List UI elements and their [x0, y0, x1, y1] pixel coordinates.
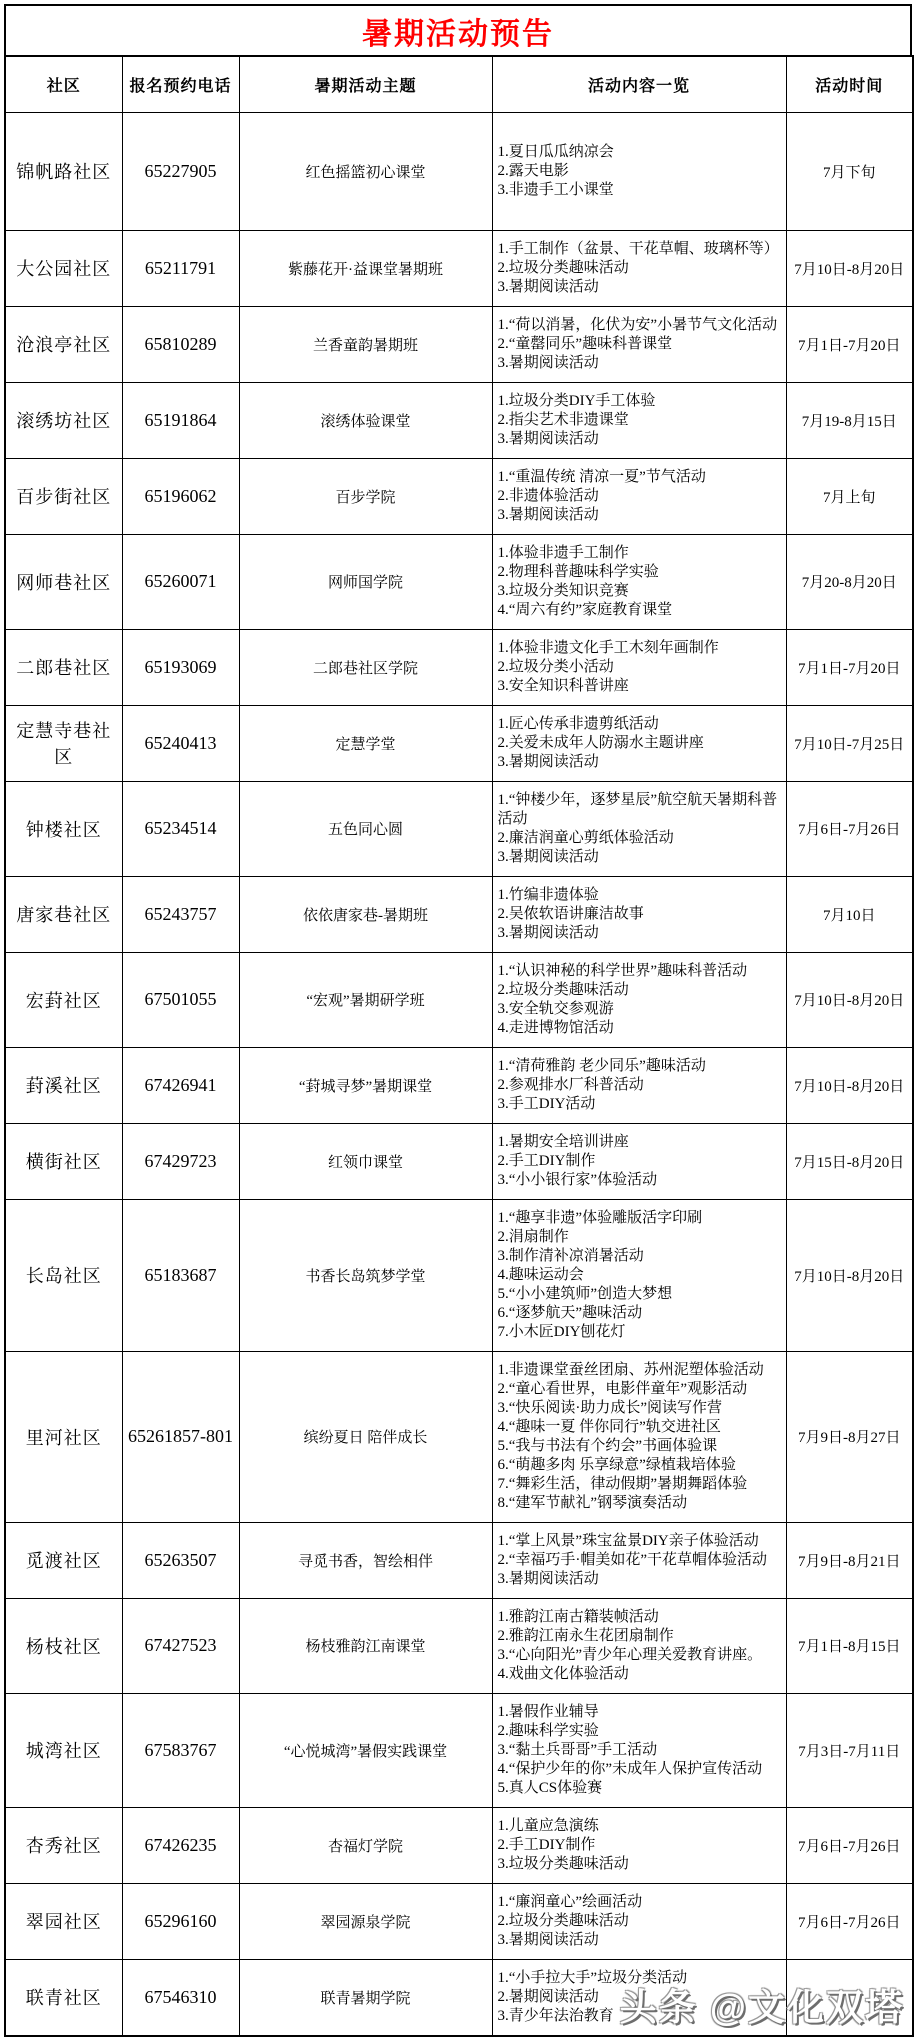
activity-content-list	[492, 1959, 786, 2036]
activity-theme: 定慧学堂	[239, 705, 492, 781]
activity-content-list	[492, 1807, 786, 1883]
activity-item: 2.垃圾分类趣味活动	[497, 259, 629, 276]
activity-theme: 寻觅书香，智绘相伴	[239, 1522, 492, 1598]
community-name: 觅渡社区	[5, 1522, 122, 1598]
registration-phone: 65193069	[122, 629, 239, 705]
community-name: 定慧寺巷社区	[5, 705, 122, 781]
activity-item: 3.垃圾分类趣味活动	[497, 1855, 629, 1872]
activity-theme: 网师国学院	[239, 534, 492, 629]
activity-theme: 红领巾课堂	[239, 1123, 492, 1199]
registration-phone: 65243757	[122, 876, 239, 952]
activity-item: 2.露天电影	[497, 162, 569, 179]
activity-item: 4.“保护少年的你”未成年人保护宣传活动	[497, 1760, 763, 1777]
activity-item: 3.暑期阅读活动	[497, 1570, 599, 1587]
activity-item: 1.“重温传统 清凉一夏”节气活动	[497, 468, 706, 485]
table-row	[5, 112, 913, 230]
activity-item: 1.“掌上风景”珠宝盆景DIY亲子体验活动	[497, 1532, 759, 1549]
table-row	[5, 382, 913, 458]
activity-item: 2.廉洁润童心剪纸体验活动	[497, 829, 674, 846]
activity-time: 7月10日-7月25日	[786, 705, 913, 781]
header-theme: 暑期活动主题	[239, 56, 492, 112]
activity-item: 1.雅韵江南古籍装帧活动	[497, 1608, 659, 1625]
activity-item: 3.“心向阳光”青少年心理关爱教育讲座。	[497, 1646, 763, 1663]
header-community: 社区	[5, 56, 122, 112]
community-name: 联青社区	[5, 1959, 122, 2036]
activity-time: 7月15日-8月20日	[786, 1123, 913, 1199]
activity-theme: 兰香童韵暑期班	[239, 306, 492, 382]
activity-time: 7月下旬	[786, 112, 913, 230]
activity-content-list	[492, 1123, 786, 1199]
activity-content-list	[492, 1351, 786, 1522]
activity-item: 2.涓扇制作	[497, 1228, 569, 1245]
activity-item: 2.吴侬软语讲廉洁故事	[497, 905, 644, 922]
activity-item: 1.“钟楼少年，逐梦星辰”航空航天暑期科普活动	[497, 791, 778, 827]
table-row	[5, 1693, 913, 1807]
registration-phone: 65234514	[122, 781, 239, 876]
activity-time: 7月9日-8月21日	[786, 1522, 913, 1598]
activity-table	[4, 55, 914, 2037]
activity-theme: 百步学院	[239, 458, 492, 534]
activity-item: 3.垃圾分类知识竞赛	[497, 582, 629, 599]
community-name: 百步街社区	[5, 458, 122, 534]
activity-item: 1.非遗课堂蚕丝团扇、苏州泥塑体验活动	[497, 1361, 764, 1378]
table-row	[5, 534, 913, 629]
activity-time: 7月9日-8月27日	[786, 1351, 913, 1522]
activity-item: 2.垃圾分类趣味活动	[497, 981, 629, 998]
activity-item: 7.“舞彩生活，律动假期”暑期舞蹈体验	[497, 1475, 748, 1492]
community-name: 唐家巷社区	[5, 876, 122, 952]
table-row	[5, 1807, 913, 1883]
community-name: 长岛社区	[5, 1199, 122, 1351]
activity-item: 1.“认识神秘的科学世界”趣味科普活动	[497, 962, 748, 979]
activity-item: 2.垃圾分类小活动	[497, 658, 614, 675]
community-name: 网师巷社区	[5, 534, 122, 629]
activity-item: 1.“清荷雅韵 老少同乐”趣味活动	[497, 1057, 706, 1074]
activity-content-list	[492, 781, 786, 876]
activity-item: 6.“逐梦航天”趣味活动	[497, 1304, 643, 1321]
activity-item: 1.“趣享非遗”体验雕版活字印刷	[497, 1209, 703, 1226]
community-name: 城湾社区	[5, 1693, 122, 1807]
activity-item: 3.暑期阅读活动	[497, 924, 599, 941]
activity-time: 7月10日-8月20日	[786, 230, 913, 306]
toutiao-watermark: 头条 @文化双塔	[619, 1986, 904, 2028]
activity-item: 1.体验非遗手工制作	[497, 544, 629, 561]
activity-item: 4.戏曲文化体验活动	[497, 1665, 629, 1682]
table-row	[5, 1047, 913, 1123]
activity-item: 2.物理科普趣味科学实验	[497, 563, 659, 580]
activity-item: 2.“童罄同乐”趣味科普课堂	[497, 335, 673, 352]
table-row	[5, 306, 913, 382]
activity-item: 1.儿童应急演练	[497, 1817, 599, 1834]
registration-phone: 65261857-801	[122, 1351, 239, 1522]
activity-item: 4.“趣味一夏 伴你同行”轨交进社区	[497, 1418, 721, 1435]
registration-phone: 65263507	[122, 1522, 239, 1598]
table-row	[5, 458, 913, 534]
community-name: 二郎巷社区	[5, 629, 122, 705]
table-row	[5, 1598, 913, 1693]
table-row	[5, 1522, 913, 1598]
activity-content-list	[492, 1199, 786, 1351]
header-content: 活动内容一览	[492, 56, 786, 112]
activity-time: 7月10日-8月20日	[786, 1047, 913, 1123]
activity-item: 2.暑期阅读活动	[497, 1988, 599, 2005]
activity-content-list	[492, 458, 786, 534]
activity-item: 4.走进博物馆活动	[497, 1019, 614, 1036]
table-row	[5, 1883, 913, 1959]
activity-time: 7月6日-7月26日	[786, 781, 913, 876]
registration-phone: 67426235	[122, 1807, 239, 1883]
activity-content-list	[492, 382, 786, 458]
activity-time: 7月1日-7月20日	[786, 306, 913, 382]
activity-time: 7月6日-7月26日	[786, 1883, 913, 1959]
activity-item: 5.“我与书法有个约会”书画体验课	[497, 1437, 718, 1454]
community-name: 沧浪亭社区	[5, 306, 122, 382]
table-row	[5, 1199, 913, 1351]
community-name: 锦帆路社区	[5, 112, 122, 230]
activity-content-list	[492, 1883, 786, 1959]
activity-time: 7月10日-8月20日	[786, 1199, 913, 1351]
activity-theme: 依依唐家巷-暑期班	[239, 876, 492, 952]
activity-time: 7月3日-7月11日	[786, 1693, 913, 1807]
activity-time: 7月1日-8月15日	[786, 1598, 913, 1693]
header-phone: 报名预约电话	[122, 56, 239, 112]
registration-phone: 67427523	[122, 1598, 239, 1693]
activity-theme: 联青暑期学院	[239, 1959, 492, 2036]
activity-item: 8.“建军节献礼”钢琴演奏活动	[497, 1494, 688, 1511]
activity-content-list	[492, 1047, 786, 1123]
activity-theme: “心悦城湾”暑假实践课堂	[239, 1693, 492, 1807]
registration-phone: 65211791	[122, 230, 239, 306]
activity-theme: 杨枝雅韵江南课堂	[239, 1598, 492, 1693]
community-name: 钟楼社区	[5, 781, 122, 876]
community-name: 大公园社区	[5, 230, 122, 306]
header-time: 活动时间	[786, 56, 913, 112]
activity-item: 6.“萌趣多肉 乐享绿意”绿植栽培体验	[497, 1456, 736, 1473]
table-row	[5, 1959, 913, 2036]
activity-item: 1.夏日瓜瓜纳凉会	[497, 143, 614, 160]
activity-theme: 书香长岛筑梦学堂	[239, 1199, 492, 1351]
activity-theme: 翠园源泉学院	[239, 1883, 492, 1959]
table-row	[5, 629, 913, 705]
community-name: 杨枝社区	[5, 1598, 122, 1693]
community-name: 杏秀社区	[5, 1807, 122, 1883]
registration-phone: 67429723	[122, 1123, 239, 1199]
activity-theme: “葑城寻梦”暑期课堂	[239, 1047, 492, 1123]
activity-time: 7月20-8月20日	[786, 534, 913, 629]
registration-phone: 67426941	[122, 1047, 239, 1123]
activity-theme: 滚绣体验课堂	[239, 382, 492, 458]
activity-content-list	[492, 876, 786, 952]
activity-item: 3.制作清补凉消暑活动	[497, 1247, 644, 1264]
activity-item: 1.“荷以消暑，化伏为安”小暑节气文化活动	[497, 316, 778, 333]
activity-item: 5.真人CS体验赛	[497, 1779, 603, 1796]
activity-content-list	[492, 705, 786, 781]
activity-content-list	[492, 629, 786, 705]
activity-theme: 二郎巷社区学院	[239, 629, 492, 705]
community-name: 翠园社区	[5, 1883, 122, 1959]
activity-item: 3.安全知识科普讲座	[497, 677, 629, 694]
community-name: 葑溪社区	[5, 1047, 122, 1123]
registration-phone: 65240413	[122, 705, 239, 781]
activity-time: 7月上旬	[786, 458, 913, 534]
activity-item: 3.暑期阅读活动	[497, 506, 599, 523]
table-row	[5, 781, 913, 876]
activity-item: 3.“小小银行家”体验活动	[497, 1171, 658, 1188]
table-row	[5, 1351, 913, 1522]
table-row	[5, 952, 913, 1047]
activity-item: 3.安全轨交参观游	[497, 1000, 614, 1017]
activity-item: 3.青少年法治教育	[497, 2007, 614, 2024]
activity-item: 7.小木匠DIY刨花灯	[497, 1323, 626, 1340]
activity-item: 1.竹编非遗体验	[497, 886, 599, 903]
activity-content-list	[492, 306, 786, 382]
activity-item: 2.非遗体验活动	[497, 487, 599, 504]
activity-item: 3.暑期阅读活动	[497, 1931, 599, 1948]
activity-content-list	[492, 952, 786, 1047]
activity-theme: 缤纷夏日 陪伴成长	[239, 1351, 492, 1522]
activity-item: 3.暑期阅读活动	[497, 354, 599, 371]
activity-theme: 五色同心圆	[239, 781, 492, 876]
activity-item: 2.指尖艺术非遗课堂	[497, 411, 629, 428]
activity-item: 3.暑期阅读活动	[497, 753, 599, 770]
page-title: 暑期活动预告	[362, 18, 554, 51]
table-row	[5, 1123, 913, 1199]
registration-phone: 67501055	[122, 952, 239, 1047]
activity-item: 1.“小手拉大手”垃圾分类活动	[497, 1969, 688, 1986]
activity-item: 4.趣味运动会	[497, 1266, 584, 1283]
activity-item: 1.手工制作（盆景、干花草帽、玻璃杯等）	[497, 240, 779, 257]
activity-content-list	[492, 112, 786, 230]
activity-theme: 杏福灯学院	[239, 1807, 492, 1883]
activity-item: 1.体验非遗文化手工木刻年画制作	[497, 639, 719, 656]
activity-item: 2.雅韵江南永生花团扇制作	[497, 1627, 674, 1644]
activity-item: 3.暑期阅读活动	[497, 430, 599, 447]
activity-time: 7月6日-7月26日	[786, 1807, 913, 1883]
community-name: 里河社区	[5, 1351, 122, 1522]
table-header-row	[5, 56, 913, 112]
community-name: 横街社区	[5, 1123, 122, 1199]
activity-item: 2.关爱未成年人防溺水主题讲座	[497, 734, 704, 751]
activity-theme: 紫藤花开·益课堂暑期班	[239, 230, 492, 306]
activity-theme: 红色摇篮初心课堂	[239, 112, 492, 230]
activity-item: 2.参观排水厂科普活动	[497, 1076, 644, 1093]
activity-item: 3.手工DIY活动	[497, 1095, 596, 1112]
activity-item: 1.暑期安全培训讲座	[497, 1133, 629, 1150]
activity-content-list	[492, 1693, 786, 1807]
activity-content-list	[492, 1522, 786, 1598]
registration-phone: 65260071	[122, 534, 239, 629]
activity-item: 1.垃圾分类DIY手工体验	[497, 392, 656, 409]
activity-item: 5.“小小建筑师”创造大梦想	[497, 1285, 673, 1302]
activity-item: 3.非遗手工小课堂	[497, 181, 614, 198]
table-row	[5, 876, 913, 952]
activity-item: 3.“快乐阅读·助力成长”阅读写作营	[497, 1399, 723, 1416]
activity-item: 2.“幸福巧手·帽美如花”干花草帽体验活动	[497, 1551, 768, 1568]
activity-theme: “宏观”暑期研学班	[239, 952, 492, 1047]
activity-time: 7月10日	[786, 876, 913, 952]
table-row	[5, 705, 913, 781]
registration-phone: 65227905	[122, 112, 239, 230]
title-band	[4, 4, 912, 55]
activity-item: 2.垃圾分类趣味活动	[497, 1912, 629, 1929]
activity-content-list	[492, 1598, 786, 1693]
table-row	[5, 230, 913, 306]
registration-phone: 65810289	[122, 306, 239, 382]
registration-phone: 65183687	[122, 1199, 239, 1351]
registration-phone: 67546310	[122, 1959, 239, 2036]
registration-phone: 65191864	[122, 382, 239, 458]
activity-time	[786, 1959, 913, 2036]
activity-item: 2.“童心看世界，电影伴童年”观影活动	[497, 1380, 748, 1397]
activity-item: 2.手工DIY制作	[497, 1152, 596, 1169]
activity-item: 1.暑假作业辅导	[497, 1703, 599, 1720]
activity-item: 3.“黏土兵哥哥”手工活动	[497, 1741, 658, 1758]
activity-item: 1.“廉润童心”绘画活动	[497, 1893, 643, 1910]
registration-phone: 65296160	[122, 1883, 239, 1959]
activity-item: 4.“周六有约”家庭教育课堂	[497, 601, 673, 618]
activity-time: 7月19-8月15日	[786, 382, 913, 458]
activity-time: 7月1日-7月20日	[786, 629, 913, 705]
activity-time: 7月10日-8月20日	[786, 952, 913, 1047]
activity-item: 2.手工DIY制作	[497, 1836, 596, 1853]
activity-item: 2.趣味科学实验	[497, 1722, 599, 1739]
community-name: 滚绣坊社区	[5, 382, 122, 458]
activity-content-list	[492, 230, 786, 306]
community-name: 宏葑社区	[5, 952, 122, 1047]
registration-phone: 67583767	[122, 1693, 239, 1807]
registration-phone: 65196062	[122, 458, 239, 534]
activity-item: 1.匠心传承非遗剪纸活动	[497, 715, 659, 732]
activity-item: 3.暑期阅读活动	[497, 848, 599, 865]
activity-item: 3.暑期阅读活动	[497, 278, 599, 295]
activity-content-list	[492, 534, 786, 629]
